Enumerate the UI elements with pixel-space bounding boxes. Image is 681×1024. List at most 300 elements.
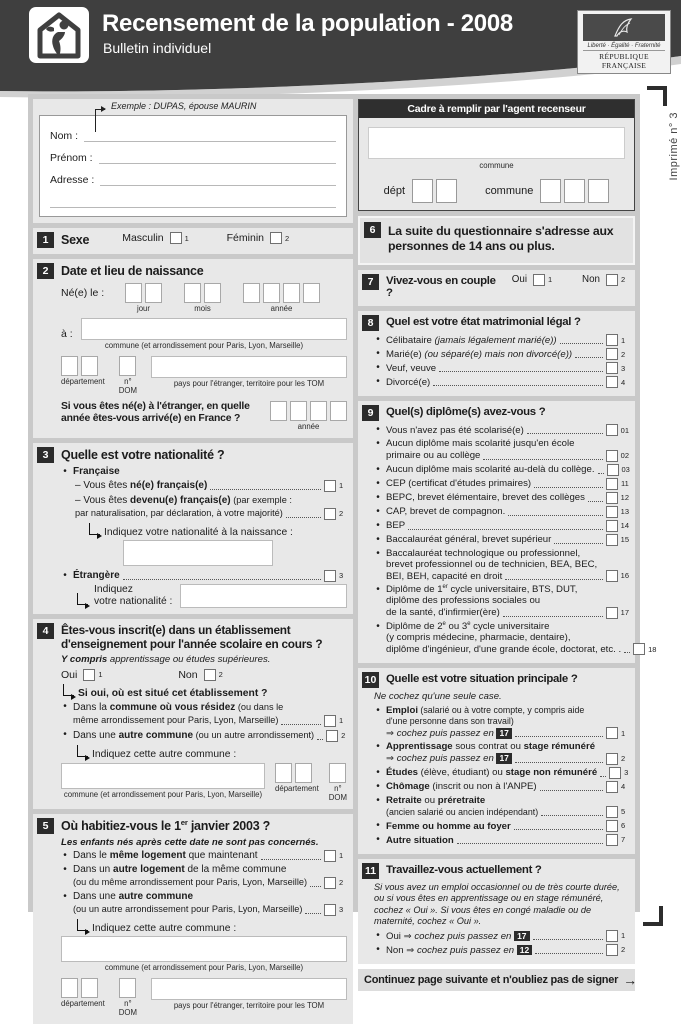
checkbox[interactable] (204, 669, 227, 681)
marianne-icon (583, 14, 665, 41)
bullet-icon: • (376, 943, 380, 955)
census-logo-icon (28, 6, 90, 64)
checkbox-box[interactable] (606, 492, 618, 504)
digit-box[interactable] (125, 283, 142, 303)
option-label: même arrondissement pour Paris, Lyon, Marseille) (73, 714, 279, 725)
checkbox[interactable] (606, 478, 629, 490)
ref-badge: 17 (514, 931, 529, 942)
digit-box[interactable] (275, 763, 292, 783)
bullet-icon: • (376, 348, 380, 360)
q3-francaise (61, 466, 347, 478)
checkbox-box[interactable] (324, 877, 336, 889)
checkbox[interactable] (606, 834, 629, 846)
digit-box[interactable] (243, 283, 260, 303)
q6-number-badge: 6 (364, 222, 381, 238)
checkbox-box[interactable] (606, 570, 618, 582)
digit-box[interactable] (81, 356, 98, 376)
digit-box[interactable] (412, 179, 433, 203)
oui-label: Oui (61, 668, 78, 681)
checkbox-box[interactable] (606, 362, 618, 374)
option-label: Dans la commune où vous résidez (ou dans le (73, 701, 284, 713)
checkbox[interactable] (606, 753, 629, 765)
checkbox-box[interactable] (606, 376, 618, 388)
checkbox-box[interactable] (633, 643, 645, 655)
checkbox[interactable] (606, 274, 629, 286)
q3-arrow2b-label: votre nationalité : (94, 595, 173, 607)
dotted-leader (439, 371, 603, 372)
section-q3 (33, 443, 353, 614)
q3-arrow2a-label: Indiquez (94, 583, 133, 595)
digit-box[interactable] (263, 283, 280, 303)
checkbox[interactable] (324, 715, 347, 727)
option-label: primaire ou au collège (386, 450, 481, 462)
option-label: Chômage (inscrit ou non à l'ANPE) (386, 781, 537, 793)
option-row (374, 478, 629, 490)
checkbox[interactable] (606, 520, 629, 532)
dept-label: dépt (383, 184, 406, 197)
option-label: Aucun diplôme mais scolarité jusqu'en école (386, 438, 575, 450)
bullet-icon: • (376, 766, 380, 778)
option-row (374, 548, 629, 583)
birth-commune-input[interactable] (81, 318, 347, 340)
checkbox-code: 1 (339, 851, 344, 861)
option-row (374, 492, 629, 504)
digit-box[interactable] (184, 283, 201, 303)
digit-box[interactable] (564, 179, 585, 203)
option-label: Dans une autre commune (73, 891, 194, 903)
checkbox[interactable] (606, 376, 629, 388)
checkbox-box[interactable] (324, 850, 336, 862)
dotted-leader (535, 953, 603, 954)
prenom-input[interactable] (99, 151, 336, 164)
prenom-label: Prénom : (50, 152, 93, 164)
oui-label: Oui (511, 274, 528, 286)
option-row (374, 534, 629, 546)
section-q6 (358, 216, 635, 265)
checkbox[interactable] (606, 348, 629, 360)
q7-title: Vivez-vous en couple ? (386, 274, 496, 300)
q11-note: Si vous avez un emploi occasionnel ou de très courte durée, ou si vous êtes en apprentissage ou en stage rémunéré, cochez « Oui ». Si vous êtes en congé maladie ou de maternité, cochez « Oui ». (374, 881, 620, 927)
page-title: Recensement de la population - 2008 (102, 10, 513, 37)
nom-input[interactable] (84, 129, 336, 142)
q4-title-line1: Êtes-vous inscrit(e) dans un établissement (61, 622, 291, 637)
dotted-leader (508, 515, 602, 516)
q1-number-badge: 1 (37, 232, 54, 248)
checkbox-box[interactable] (204, 669, 216, 681)
option-row (61, 891, 347, 916)
checkbox-code: 03 (621, 464, 630, 474)
q11-number-badge: 11 (362, 863, 379, 879)
dotted-leader (624, 652, 630, 653)
q4-sub-question: Si oui, où est situé cet établissement ? (78, 687, 268, 699)
checkbox-box[interactable] (270, 232, 282, 244)
option-label: Baccalauréat général, brevet supérieur (386, 534, 552, 546)
checkbox[interactable] (606, 492, 629, 504)
checkbox-code: 1 (621, 335, 626, 345)
agent-commune-input[interactable] (368, 127, 625, 159)
feminin-label: Féminin (226, 232, 264, 244)
checkbox-code: 11 (621, 478, 629, 488)
digit-box[interactable] (119, 978, 136, 998)
checkbox[interactable] (609, 767, 632, 779)
bullet-icon: • (63, 569, 67, 581)
checkbox-code: 3 (339, 905, 344, 915)
bullet-icon: • (376, 334, 380, 346)
digit-box[interactable] (81, 978, 98, 998)
bullet-icon: • (376, 491, 380, 503)
elbow-arrow-icon (77, 745, 88, 757)
option-label: BEP (386, 520, 406, 532)
q8-title: Quel est votre état matrimonial légal ? (386, 316, 581, 329)
checkbox-box[interactable] (533, 274, 545, 286)
checkbox-box[interactable] (324, 480, 336, 492)
option-label: diplôme d'ingénieur, d'une grande école, doctorat, etc. . (386, 643, 622, 655)
ref-badge: 17 (496, 753, 511, 764)
a-label: à : (61, 327, 73, 340)
option-row (61, 864, 347, 889)
digit-box[interactable] (204, 283, 221, 303)
agent-box (358, 99, 635, 211)
dotted-leader (515, 736, 603, 737)
checkbox[interactable] (633, 643, 656, 655)
checkbox-box[interactable] (606, 806, 618, 818)
ref-badge: 12 (517, 945, 532, 956)
checkbox[interactable] (326, 730, 349, 742)
digit-box[interactable] (303, 283, 320, 303)
checkbox[interactable] (606, 534, 629, 546)
checkbox-code: 2 (621, 945, 626, 955)
dotted-leader (483, 459, 602, 460)
checkbox-box[interactable] (606, 534, 618, 546)
digit-box[interactable] (330, 401, 347, 421)
bullet-icon: • (376, 362, 380, 374)
continue-footer (358, 969, 635, 991)
checkbox[interactable] (170, 232, 193, 244)
checkbox[interactable] (606, 806, 629, 818)
checkbox[interactable] (324, 904, 347, 916)
checkbox-code: 3 (624, 768, 629, 778)
digit-box[interactable] (436, 179, 457, 203)
checkbox-code: 02 (620, 450, 629, 460)
dotted-leader (305, 913, 321, 914)
checkbox-box[interactable] (606, 348, 618, 360)
corner-mark-bottom-right (643, 906, 663, 926)
checkbox-code: 2 (621, 349, 626, 359)
q10-note: Ne cochez qu'une seule case. (374, 691, 502, 703)
elbow-arrow-icon (77, 919, 88, 931)
q4-commune-input[interactable] (61, 763, 265, 789)
agent-box-title: Cadre à remplir par l'agent recenseur (359, 100, 634, 118)
dotted-leader (317, 739, 323, 740)
adresse-input-line2[interactable] (50, 195, 336, 208)
dotted-leader (123, 579, 321, 580)
rf-name: RÉPUBLIQUE FRANÇAISE (599, 52, 649, 70)
q5-pays-input[interactable] (151, 978, 347, 1000)
checkbox-code: 13 (620, 506, 629, 516)
dotted-leader (515, 762, 603, 763)
bullet-icon: • (376, 929, 380, 941)
corner-mark-top-right (647, 86, 667, 106)
bullet-icon: • (376, 424, 380, 436)
checkbox-box[interactable] (606, 834, 618, 846)
option-row (374, 464, 629, 476)
checkbox-code: 2 (621, 275, 626, 285)
q5-options (61, 850, 347, 916)
digit-box[interactable] (270, 401, 287, 421)
option-label: Diplôme de 2e ou 3e cycle universitaire (386, 620, 550, 632)
checkbox-box[interactable] (609, 767, 621, 779)
dotted-leader (533, 939, 603, 940)
q9-number-badge: 9 (362, 405, 379, 421)
digit-box[interactable] (61, 978, 78, 998)
option-row (374, 795, 629, 818)
checkbox[interactable] (607, 464, 630, 476)
option-row (374, 376, 629, 388)
option-row (374, 620, 657, 656)
ne-le-label: Né(e) le : (61, 287, 105, 299)
q5-title: Où habitiez-vous le 1er janvier 2003 ? (61, 817, 271, 833)
digit-box[interactable] (290, 401, 307, 421)
birth-date-row (61, 283, 347, 314)
q3-etrangere-option (61, 570, 347, 582)
checkbox[interactable] (324, 570, 347, 582)
bullet-icon: • (376, 620, 380, 632)
option-label: CAP, brevet de compagnon. (386, 506, 506, 518)
elbow-arrow-icon (63, 684, 74, 696)
checkbox[interactable] (324, 508, 347, 520)
digit-box[interactable] (119, 356, 136, 376)
rf-motto: Liberté · Égalité · Fraternité (583, 43, 665, 51)
form-panel (28, 94, 657, 1017)
mois-caption: mois (194, 304, 211, 313)
checkbox-box[interactable] (606, 424, 618, 436)
checkbox-box[interactable] (607, 464, 619, 476)
checkbox[interactable] (606, 781, 629, 793)
bullet-icon: • (376, 704, 380, 716)
checkbox-code: 3 (339, 570, 344, 580)
option-label: (ou du même arrondissement pour Paris, Lyon, Marseille) (73, 877, 308, 888)
q6-text: La suite du questionnaire s'adresse aux personnes de 14 ans ou plus. (388, 223, 614, 254)
bullet-icon: • (376, 438, 380, 450)
checkbox-box[interactable] (606, 820, 618, 832)
adresse-label: Adresse : (50, 174, 95, 186)
option-label: Étrangère (73, 569, 120, 581)
checkbox-code: 2 (339, 878, 344, 888)
bullet-icon: • (376, 505, 380, 517)
checkbox-code: 2 (339, 508, 344, 518)
option-label: CEP (certificat d'études primaires) (386, 478, 532, 490)
checkbox-box[interactable] (606, 520, 618, 532)
checkbox-box[interactable] (606, 607, 618, 619)
q4-number-badge: 4 (37, 623, 54, 639)
q8-options (374, 334, 629, 388)
option-label: Autre situation (386, 834, 454, 846)
checkbox[interactable] (324, 850, 347, 862)
bullet-icon: • (376, 794, 380, 806)
dotted-leader (540, 790, 603, 791)
checkbox[interactable] (324, 877, 347, 889)
checkbox[interactable] (606, 424, 629, 436)
right-column (358, 99, 657, 988)
checkbox-box[interactable] (606, 944, 618, 956)
elbow-arrow-icon (77, 593, 88, 605)
option-label: BEI, BEH, capacité en droit (386, 570, 503, 582)
digit-box[interactable] (61, 356, 78, 376)
checkbox-box[interactable] (606, 930, 618, 942)
checkbox-box[interactable] (606, 334, 618, 346)
checkbox-box[interactable] (324, 570, 336, 582)
section-q8 (358, 311, 635, 396)
q5-dom-box (119, 978, 137, 998)
right-arrow-icon: → (623, 971, 637, 988)
digit-box[interactable] (540, 179, 561, 203)
option-label: ⇒ cochez puis passez en 17 (386, 728, 512, 739)
bullet-icon: • (376, 477, 380, 489)
pays-input[interactable] (151, 356, 347, 378)
identity-box (39, 115, 347, 217)
option-label: ⇒ cochez puis passez en 17 (386, 753, 512, 764)
section-q10 (358, 668, 635, 854)
q4-commune-caption: commune (et arrondissement pour Paris, Lyon, Marseille) (63, 789, 263, 799)
checkbox-box[interactable] (606, 506, 618, 518)
checkbox[interactable] (270, 232, 293, 244)
checkbox-box[interactable] (606, 450, 618, 462)
checkbox-code: 1 (621, 931, 626, 941)
q4-no-caption: n° (334, 783, 342, 793)
checkbox-box[interactable] (324, 508, 336, 520)
bullet-icon: • (63, 465, 67, 477)
checkbox-box[interactable] (606, 753, 618, 765)
option-label: Diplôme de 1er cycle universitaire, BTS, DUT, (386, 583, 578, 596)
foreign-q-line2: année êtes-vous arrivé(e) en France ? (61, 413, 241, 425)
adresse-input[interactable] (100, 173, 336, 186)
section-q4 (33, 619, 353, 809)
q3-arrow1-label: Indiquez votre nationalité à la naissance : (104, 526, 293, 538)
q5-commune-caption: commune (et arrondissement pour Paris, Lyon, Marseille) (104, 963, 304, 973)
arrival-year-boxes (270, 401, 347, 421)
dotted-leader (310, 886, 321, 887)
checkbox-code: 2 (621, 754, 626, 764)
q5-commune-input[interactable] (61, 936, 347, 962)
digit-box[interactable] (329, 763, 346, 783)
q10-number-badge: 10 (362, 672, 379, 688)
checkbox-box[interactable] (170, 232, 182, 244)
checkbox-code: 6 (621, 821, 626, 831)
digit-box[interactable] (283, 283, 300, 303)
pays-caption: pays pour l'étranger, territoire pour les TOM (173, 378, 325, 388)
checkbox-code: 17 (620, 608, 629, 618)
checkbox[interactable] (606, 570, 629, 582)
q9-title: Quel(s) diplôme(s) avez-vous ? (386, 406, 546, 419)
checkbox-box[interactable] (324, 715, 336, 727)
elbow-arrow-icon (89, 523, 100, 535)
dept-code-boxes (412, 179, 457, 203)
bullet-icon: • (63, 891, 67, 903)
option-label: Baccalauréat technologique ou professionnel, (386, 547, 581, 559)
section-q1 (33, 228, 353, 254)
jour-caption: jour (136, 304, 150, 313)
arrival-year-caption: année (297, 421, 320, 431)
dotted-leader (514, 829, 603, 830)
checkbox-box[interactable] (324, 904, 336, 916)
option-label: Études (élève, étudiant) ou stage non rémunéré (386, 767, 598, 779)
option-label: Dans une autre commune (ou un autre arrondissement) (73, 729, 315, 741)
option-label: Emploi (salarié ou à votre compte, y compris aide (386, 704, 585, 716)
q4-title-line2: d'enseignement pour l'année scolaire en cours ? (61, 636, 323, 651)
q5-no-caption: n° (124, 999, 132, 1009)
checkbox-box[interactable] (606, 478, 618, 490)
q5-number-badge: 5 (37, 818, 54, 834)
dotted-leader (261, 859, 321, 860)
checkbox-code: 14 (620, 520, 629, 530)
checkbox[interactable] (606, 362, 629, 374)
option-row (75, 480, 347, 492)
nationality-input[interactable] (180, 584, 347, 608)
bullet-icon: • (376, 376, 380, 388)
checkbox[interactable] (606, 607, 629, 619)
checkbox-box[interactable] (606, 274, 618, 286)
checkbox[interactable] (606, 506, 629, 518)
checkbox-code: 16 (620, 571, 629, 581)
checkbox-box[interactable] (83, 669, 95, 681)
checkbox-code: 1 (339, 715, 344, 725)
page-subtitle: Bulletin individuel (103, 40, 212, 56)
checkbox[interactable] (606, 930, 629, 942)
ref-badge: 17 (496, 728, 511, 739)
checkbox-box[interactable] (326, 730, 338, 742)
dotted-leader (503, 616, 603, 617)
checkbox[interactable] (606, 727, 629, 739)
option-row (374, 834, 629, 846)
checkbox[interactable] (533, 274, 556, 286)
bullet-icon: • (376, 463, 380, 475)
dotted-leader (408, 529, 602, 530)
checkbox-box[interactable] (606, 781, 618, 793)
nationality-at-birth-input[interactable] (123, 540, 273, 566)
checkbox-code: 1 (621, 728, 626, 738)
checkbox-code: 4 (621, 377, 626, 387)
header (0, 0, 681, 90)
departement-boxes (61, 356, 105, 376)
checkbox-box[interactable] (606, 727, 618, 739)
q4-options (61, 701, 347, 742)
checkbox-code: 4 (621, 782, 626, 792)
checkbox[interactable] (83, 669, 106, 681)
digit-box[interactable] (145, 283, 162, 303)
checkbox[interactable] (324, 480, 347, 492)
option-row (374, 741, 629, 764)
imprime-label: Imprimé n° 3 (668, 112, 680, 181)
q3-title: Quelle est votre nationalité ? (61, 447, 225, 462)
option-label: (ou un autre arrondissement pour Paris, Lyon, Marseille) (73, 904, 303, 915)
bullet-icon: • (376, 533, 380, 545)
digit-box[interactable] (310, 401, 327, 421)
section-q2 (33, 259, 353, 438)
bullet-icon: • (376, 741, 380, 753)
dotted-leader (598, 473, 604, 474)
dotted-leader (286, 517, 321, 518)
digit-box[interactable] (588, 179, 609, 203)
checkbox[interactable] (606, 450, 629, 462)
option-label: Dans le même logement que maintenant (73, 850, 258, 862)
option-row (374, 781, 629, 793)
identity-section (33, 99, 353, 223)
digit-box[interactable] (295, 763, 312, 783)
checkbox[interactable] (606, 944, 629, 956)
checkbox[interactable] (606, 820, 629, 832)
checkbox[interactable] (606, 334, 629, 346)
dotted-leader (541, 815, 603, 816)
